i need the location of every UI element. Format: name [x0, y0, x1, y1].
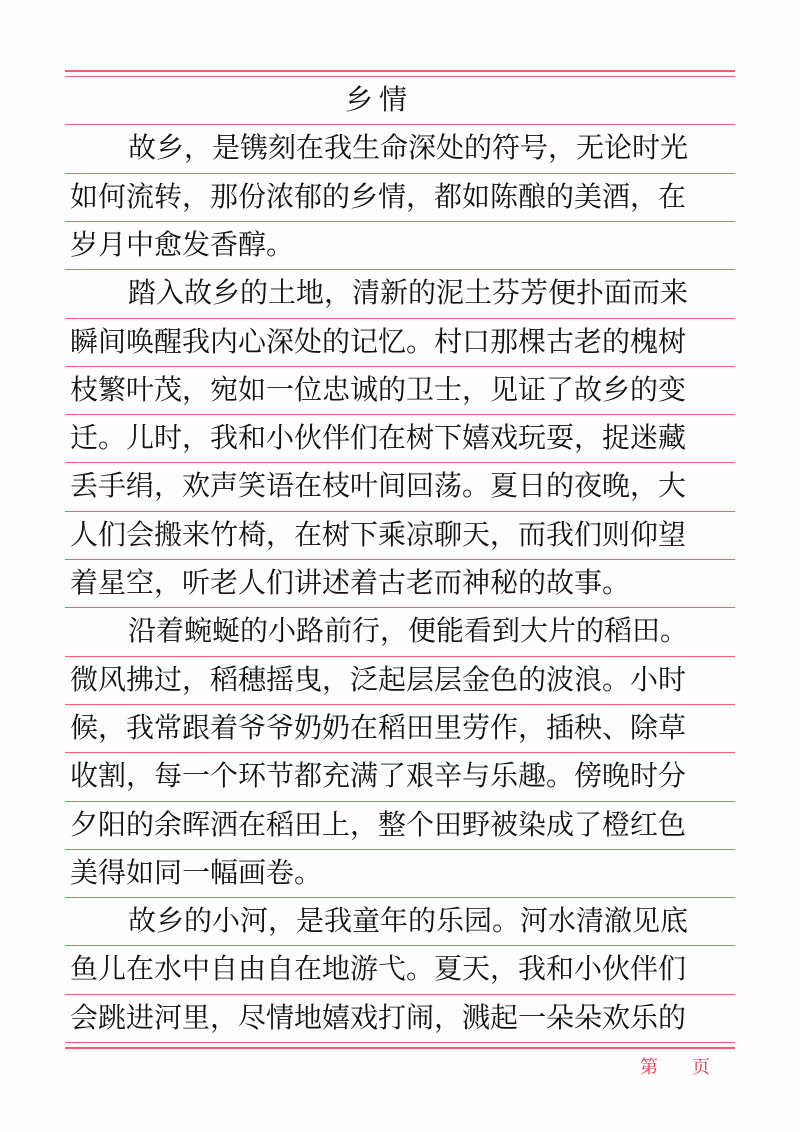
text-line: 沿着蜿蜒的小路前行，便能看到大片的稻田。: [128, 614, 689, 647]
text-line: 丢手绢，欢声笑语在枝叶间回荡。夏日的夜晚，大: [70, 469, 687, 502]
text-line: 候，我常跟着爷爷奶奶在稻田里劳作，插秧、除草: [70, 711, 687, 744]
top-border-rule: [65, 70, 735, 72]
page-number-footer: [630, 1053, 750, 1083]
text-line: 踏入故乡的土地，清新的泥土芬芳便扑面而来: [128, 276, 689, 309]
text-line: 瞬间唤醒我内心深处的记忆。村口那棵古老的槐树: [70, 325, 687, 358]
top-inner-rule: [65, 76, 735, 77]
page-suffix: 页: [692, 1057, 710, 1078]
text-line: 如何流转，那份浓郁的乡情，都如陈酿的美酒，在: [70, 180, 687, 213]
text-line: 收割，每一个环节都充满了艰辛与乐趣。傍晚时分: [70, 759, 687, 792]
bottom-border-rule: [65, 1047, 735, 1049]
text-line: 着星空，听老人们讲述着古老而神秘的故事。: [70, 566, 631, 599]
page-label: 第: [640, 1057, 658, 1078]
text-line: 故乡的小河，是我童年的乐园。河水清澈见底: [128, 904, 689, 937]
text-line: 夕阳的余晖洒在稻田上，整个田野被染成了橙红色: [70, 808, 687, 841]
text-line: 鱼儿在水中自由自在地游弋。夏天，我和小伙伴们: [70, 952, 687, 985]
text-line: 美得如同一幅画卷。: [70, 856, 323, 889]
text-line: 人们会搬来竹椅，在树下乘凉聊天，而我们则仰望: [70, 518, 687, 551]
text-line: 微风拂过，稻穗摇曳，泛起层层金色的波浪。小时: [70, 663, 687, 696]
text-line: 会跳进河里，尽情地嬉戏打闹，溅起一朵朵欢乐的: [70, 1001, 687, 1034]
text-line: 迁。儿时，我和小伙伴们在树下嬉戏玩耍，捉迷藏: [70, 421, 687, 454]
essay-title: 乡情: [345, 83, 414, 116]
text-line: 枝繁叶茂，宛如一位忠诚的卫士，见证了故乡的变: [70, 373, 687, 406]
text-line: 故乡，是镌刻在我生命深处的符号，无论时光: [128, 131, 689, 164]
text-line: 岁月中愈发香醇。: [70, 228, 295, 261]
